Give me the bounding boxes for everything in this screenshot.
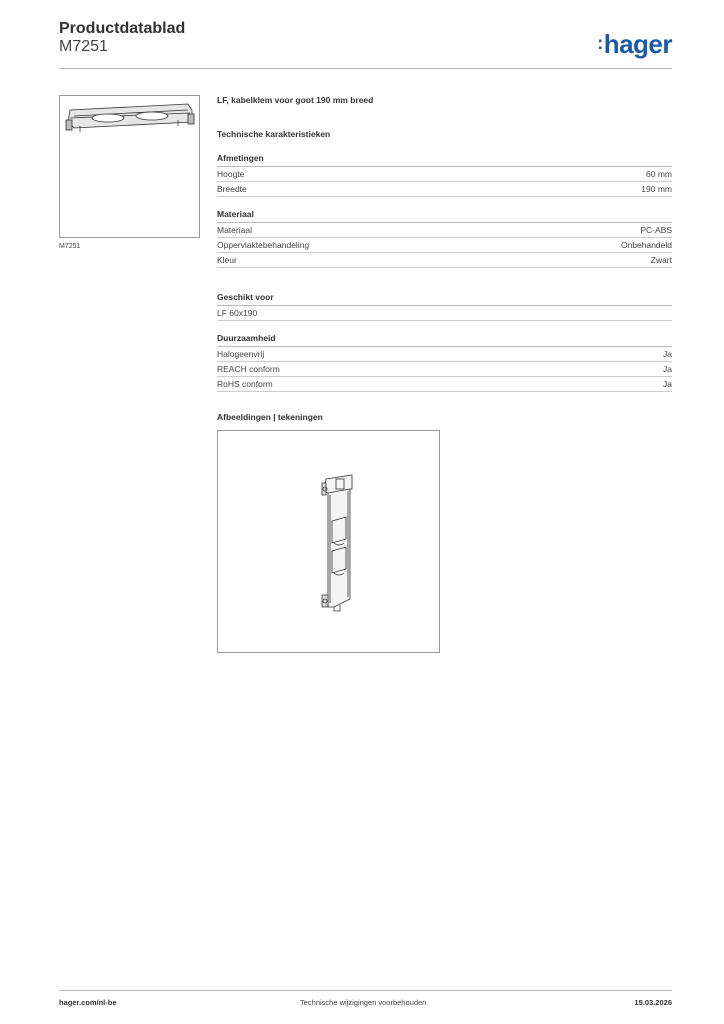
figure-drawing-box — [217, 430, 440, 653]
row-label: Kleur — [217, 255, 237, 265]
row-value: 190 mm — [641, 184, 672, 194]
section-heading: Afmetingen — [217, 153, 672, 167]
table-row — [217, 362, 672, 377]
section-heading: Materiaal — [217, 209, 672, 223]
row-value: Onbehandeld — [620, 240, 672, 250]
row-value: Zwart — [650, 255, 672, 265]
table-row — [217, 306, 672, 321]
table-row — [217, 377, 672, 392]
cable-clamp-drawing-icon — [218, 431, 439, 652]
hager-logo — [597, 29, 672, 60]
footer-notice: Technische wijzigingen voorbehouden — [300, 998, 427, 1007]
table-row — [217, 167, 672, 182]
logo-dots-icon: : — [597, 33, 603, 53]
product-title: LF, kabelklem voor goot 190 mm breed — [217, 95, 374, 105]
product-thumbnail — [59, 95, 200, 238]
row-label: Halogeenvrij — [217, 349, 265, 359]
row-value: 60 mm — [646, 169, 672, 179]
row-label: Oppervlaktebehandeling — [217, 240, 310, 250]
tech-title: Technische karakteristieken — [217, 129, 331, 139]
table-row — [217, 182, 672, 197]
figures-title: Afbeeldingen | tekeningen — [217, 412, 323, 422]
row-label: REACH conform — [217, 364, 280, 374]
row-value: Ja — [663, 379, 672, 389]
header-divider — [59, 68, 672, 69]
product-code: M7251 — [59, 38, 108, 55]
row-value: Ja — [663, 349, 672, 359]
table-row — [217, 253, 672, 268]
document-title: Productdatablad — [59, 20, 186, 37]
row-label: RoHS conform — [217, 379, 273, 389]
section-materiaal — [217, 209, 672, 268]
row-label: Materiaal — [217, 225, 252, 235]
row-label: Breedte — [217, 184, 247, 194]
cable-clamp-product-photo-icon — [60, 96, 199, 237]
logo-text: hager — [603, 29, 672, 59]
product-content — [217, 95, 672, 653]
footer-divider — [59, 990, 672, 991]
section-afmetingen — [217, 153, 672, 197]
row-value: Ja — [663, 364, 672, 374]
row-label: LF 60x190 — [217, 308, 258, 318]
table-row — [217, 223, 672, 238]
section-heading: Duurzaamheid — [217, 333, 672, 347]
section-heading: Geschikt voor — [217, 292, 672, 306]
table-row — [217, 238, 672, 253]
row-value: PC-ABS — [640, 225, 672, 235]
table-row — [217, 347, 672, 362]
section-duurzaamheid — [217, 333, 672, 392]
footer-date: 15.03.2026 — [634, 998, 672, 1007]
footer-website: hager.com/nl-be — [59, 998, 117, 1007]
section-geschikt-voor — [217, 292, 672, 321]
row-label: Hoogte — [217, 169, 245, 179]
thumbnail-caption: M7251 — [59, 243, 81, 250]
